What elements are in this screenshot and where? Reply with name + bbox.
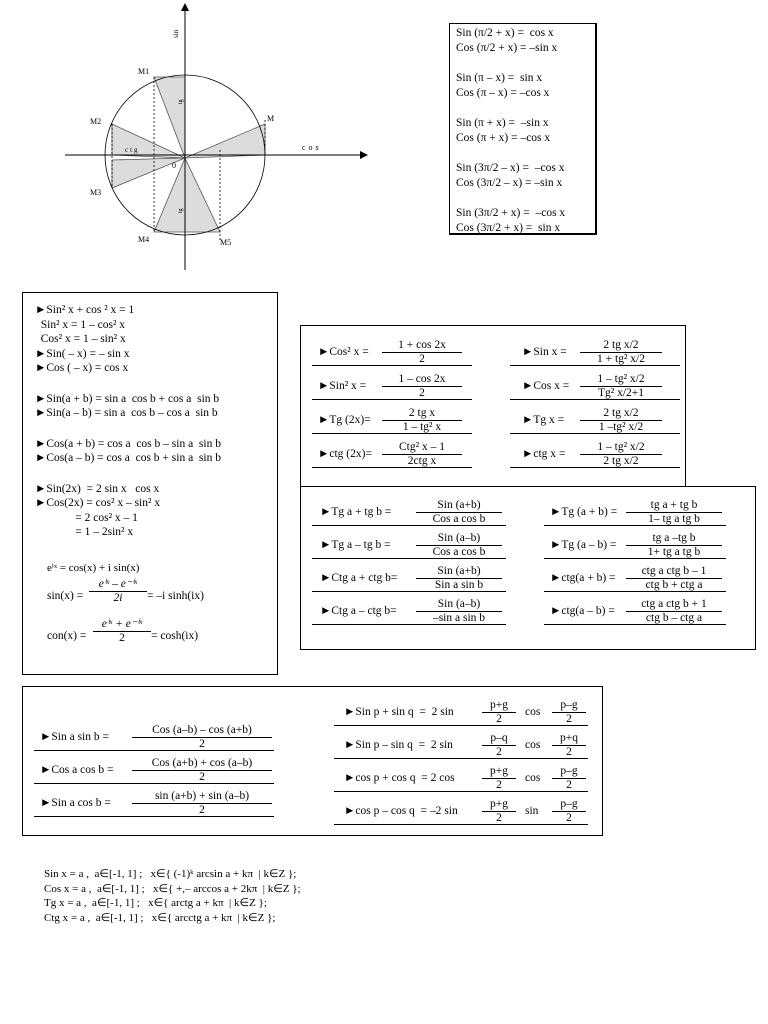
sumprod-fraction-2-denominator: 2 [566, 713, 572, 725]
reduction-line [456, 100, 595, 116]
half-fraction [580, 373, 662, 400]
square-fraction-numerator: 1 + cos 2x [382, 339, 462, 353]
unit-circle-diagram [60, 0, 380, 275]
sumprod-fraction-2-numerator: p–g [552, 699, 586, 713]
reduction-line [456, 190, 595, 206]
sumprod-fraction-1-numerator: p+g [482, 798, 516, 812]
identity-line: Sin² x = 1 – cos² x [35, 318, 126, 331]
half-underline [510, 433, 680, 434]
identity-line: = 1 – 2sin² x [35, 526, 134, 538]
reduction-line [456, 55, 595, 71]
half-fraction-numerator: 1 – tg² x/2 [580, 441, 662, 455]
identity-line: Cos² x = 1 – sin² x [35, 333, 126, 345]
euler-con-label: con(x) = [47, 630, 87, 642]
euler-sin-rhs: = –i sinh(ix) [147, 590, 204, 602]
tgadd-fraction-numerator: ctg a ctg b + 1 [626, 598, 722, 612]
euler-sin-fraction [89, 578, 147, 605]
sumprod-underline [334, 758, 588, 759]
sumprod-underline [334, 725, 588, 726]
tgadd-fraction [626, 565, 722, 592]
equation-line: Ctg x = a , a∈[-1, 1] ; x∈{ arcctg a + kπ | k∈Z }; [44, 911, 276, 924]
product-fraction-numerator: Cos (a+b) + cos (a–b) [132, 757, 272, 771]
product-fraction-denominator: 2 [199, 804, 205, 816]
square-fraction [382, 441, 462, 468]
axis-label-sin: sin [172, 29, 180, 38]
label-m5: M5 [220, 238, 232, 247]
square-lhs: ►Cos² x = [318, 346, 369, 358]
sumprod-fraction-2-denominator: 2 [566, 779, 572, 791]
tgsum-lhs: ►Tg a – tg b = [320, 539, 391, 551]
tgsum-lhs: ►Ctg a + ctg b= [320, 572, 398, 584]
product-underline [34, 816, 274, 817]
tgsum-fraction-numerator: Sin (a+b) [416, 499, 502, 513]
half-lhs: ►Cos x = [522, 380, 570, 392]
tgsum-fraction-denominator: –sin a sin b [432, 612, 486, 624]
tgadd-fraction [626, 598, 722, 625]
half-fraction-denominator: Tg² x/2+1 [597, 387, 645, 399]
half-fraction [580, 407, 662, 434]
tgadd-underline [544, 624, 726, 625]
tgadd-fraction-denominator: ctg b + ctg a [645, 579, 703, 591]
half-fraction [580, 441, 662, 468]
half-underline [510, 399, 680, 400]
equation-line: Cos x = a , a∈[-1, 1] ; x∈{ +,– arccos a + 2kπ | k∈Z }; [44, 882, 301, 895]
sumprod-fraction-2 [552, 699, 586, 726]
label-tg-bottom: tg [178, 208, 184, 213]
product-underline [34, 750, 274, 751]
tgsum-underline [312, 591, 506, 592]
equations-block [44, 867, 301, 925]
product-underline [34, 783, 274, 784]
sumprod-fraction-1-denominator: 2 [496, 713, 502, 725]
half-lhs: ►Tg x = [522, 414, 565, 426]
sumprod-fraction-2 [552, 732, 586, 759]
identity-line: ►Sin² x + cos ² x = 1 [35, 304, 135, 316]
axis-label-cos: cos [302, 143, 322, 152]
reduction-formulas-box [449, 23, 597, 235]
square-fraction-numerator: Ctg² x – 1 [382, 441, 462, 455]
identity-line: ►Cos(a + b) = cos a cos b – sin a sin b [35, 437, 221, 450]
half-underline [510, 467, 680, 468]
product-fraction-denominator: 2 [199, 771, 205, 783]
euler-formula: eⁱˣ = cos(x) + i sin(x) [47, 562, 140, 574]
euler-con-den: 2 [119, 632, 125, 644]
half-fraction-denominator: 1 –tg² x/2 [598, 421, 644, 433]
tgadd-fraction-denominator: 1– tg a tg b [648, 513, 700, 525]
reduction-line: Sin (π + x) = –sin x [456, 117, 549, 129]
sumprod-fraction-1-numerator: p–q [482, 732, 516, 746]
sumprod-fraction-1-denominator: 2 [496, 779, 502, 791]
label-ctg: ctg [125, 146, 140, 154]
identity-line: ►Cos(2x) = cos² x – sin² x [35, 497, 161, 509]
tgadd-lhs: ►Tg (a – b) = [550, 539, 617, 551]
product-fraction-denominator: 2 [199, 738, 205, 750]
sumprod-underline [334, 824, 588, 825]
sumprod-fraction-2-numerator: p+q [552, 732, 586, 746]
sumprod-lhs: ►cos p – cos q = –2 sin [344, 805, 458, 817]
square-lhs: ►Tg (2x)= [318, 414, 371, 426]
square-underline [312, 467, 472, 468]
reduction-line: Sin (π/2 + x) = cos x [456, 27, 554, 39]
sumprod-mid: sin [525, 805, 539, 817]
identity-line [35, 466, 277, 482]
square-fraction [382, 407, 462, 434]
tgadd-fraction-numerator: tg a + tg b [626, 499, 722, 513]
tgadd-underline [544, 525, 726, 526]
tgsum-fraction [416, 499, 502, 526]
identities-box [22, 292, 278, 675]
square-underline [312, 399, 472, 400]
tgadd-underline [544, 591, 726, 592]
euler-sin-num: eⁱˣ – e⁻ⁱˣ [89, 578, 147, 592]
reduction-line [456, 145, 595, 161]
tgsum-fraction [416, 598, 502, 625]
identity-line: ►Sin( – x) = – sin x [35, 347, 130, 360]
sumprod-lhs: ►cos p + cos q = 2 cos [344, 772, 455, 784]
sumprod-mid: cos [525, 706, 541, 718]
product-lhs: ►Cos a cos b = [40, 764, 114, 776]
reduction-line: Cos (π/2 + x) = –sin x [456, 41, 558, 54]
tgsum-fraction-numerator: Sin (a+b) [416, 565, 502, 579]
half-fraction-denominator: 2 tg x/2 [603, 455, 639, 467]
square-fraction-numerator: 1 – cos 2x [382, 373, 462, 387]
tgsum-lhs: ►Tg a + tg b = [320, 506, 392, 518]
label-m: M [267, 114, 275, 123]
euler-con-rhs: = cosh(ix) [151, 630, 199, 642]
sumprod-fraction-1 [482, 798, 516, 825]
x-axis-arrow [360, 151, 368, 159]
half-fraction [580, 339, 662, 366]
sumprod-fraction-1-denominator: 2 [496, 746, 502, 758]
sumprod-fraction-2 [552, 765, 586, 792]
sumprod-fraction-2-denominator: 2 [566, 812, 572, 824]
square-underline [312, 365, 472, 366]
tgadd-fraction [626, 532, 722, 559]
reduction-line: Cos (3π/2 + x) = sin x [456, 221, 561, 234]
label-origin: 0 [172, 161, 176, 170]
sumprod-fraction-1-numerator: p+g [482, 765, 516, 779]
sumprod-fraction-2-numerator: p–g [552, 765, 586, 779]
tgsum-underline [312, 525, 506, 526]
label-m3: M3 [90, 188, 102, 197]
square-fraction-denominator: 1 – tg² x [402, 421, 442, 433]
half-fraction-numerator: 2 tg x/2 [580, 407, 662, 421]
half-fraction-denominator: 1 + tg² x/2 [597, 353, 645, 365]
square-lhs: ►Sin² x = [318, 380, 367, 392]
tgsum-fraction-numerator: Sin (a–b) [416, 532, 502, 546]
tgsum-fraction [416, 532, 502, 559]
half-lhs: ►Sin x = [522, 346, 567, 358]
product-lhs: ►Sin a cos b = [40, 797, 111, 809]
tgadd-underline [544, 558, 726, 559]
label-m1: M1 [138, 67, 150, 76]
reduction-line: Sin (π – x) = sin x [456, 72, 543, 84]
square-fraction [382, 373, 462, 400]
identity-line [35, 421, 277, 437]
tgadd-lhs: ►ctg(a – b) = [550, 605, 615, 617]
reduction-line: Sin (3π/2 – x) = –cos x [456, 162, 565, 174]
product-fraction [132, 757, 272, 784]
tgadd-lhs: ►ctg(a + b) = [550, 572, 616, 584]
tgsum-lhs: ►Ctg a – ctg b= [320, 605, 397, 617]
tgadd-lhs: ►Tg (a + b) = [550, 506, 618, 518]
identity-line: ►Sin(a + b) = sin a cos b + cos a sin b [35, 392, 220, 405]
triangle-m [185, 124, 265, 158]
reduction-line: Sin (3π/2 + x) = –cos x [456, 207, 566, 219]
label-m4: M4 [138, 235, 150, 244]
tgsum-underline [312, 558, 506, 559]
product-lhs: ►Sin a sin b = [40, 731, 109, 743]
sumprod-fraction-1 [482, 765, 516, 792]
euler-sin-label: sin(x) = [47, 590, 84, 602]
half-fraction-numerator: 2 tg x/2 [580, 339, 662, 353]
triangle-m5 [185, 158, 220, 232]
identity-line: ►Sin(2x) = 2 sin x cos x [35, 482, 160, 495]
tgsum-underline [312, 624, 506, 625]
equation-line: Tg x = a , a∈[-1, 1] ; x∈{ arctg a + kπ | k∈Z }; [44, 897, 267, 909]
tgsum-fraction-denominator: Cos a cos b [432, 513, 486, 525]
euler-con-num: eⁱˣ + e⁻ⁱˣ [93, 618, 151, 632]
product-fraction-numerator: sin (a+b) + sin (a–b) [132, 790, 272, 804]
identity-line [35, 376, 277, 392]
square-underline [312, 433, 472, 434]
label-tg-top: tg [178, 99, 184, 104]
euler-con-fraction [93, 618, 151, 645]
sumprod-fraction-2-denominator: 2 [566, 746, 572, 758]
tgsum-fraction-denominator: Cos a cos b [432, 546, 486, 558]
product-fraction [132, 790, 272, 817]
square-fraction-numerator: 2 tg x [382, 407, 462, 421]
label-m2: M2 [90, 117, 102, 126]
identity-line: = 2 cos² x – 1 [35, 511, 138, 524]
identity-line: ►Cos(a – b) = cos a cos b + sin a sin b [35, 452, 221, 464]
tgsum-fraction-numerator: Sin (a–b) [416, 598, 502, 612]
sumprod-lhs: ►Sin p + sin q = 2 sin [344, 706, 454, 718]
square-fraction-denominator: 2ctg x [407, 455, 437, 467]
tgadd-fraction-numerator: tg a –tg b [626, 532, 722, 546]
euler-sin-den: 2i [113, 592, 123, 604]
sumprod-underline [334, 791, 588, 792]
tgadd-fraction-numerator: ctg a ctg b – 1 [626, 565, 722, 579]
sumprod-fraction-1 [482, 699, 516, 726]
product-fraction [132, 724, 272, 751]
tgadd-fraction-denominator: ctg b – ctg a [645, 612, 703, 624]
sumprod-lhs: ►Sin p – sin q = 2 sin [344, 739, 453, 751]
square-fraction-denominator: 2 [419, 387, 425, 399]
square-lhs: ►ctg (2x)= [318, 448, 372, 460]
sumprod-fraction-2-numerator: p–g [552, 798, 586, 812]
sumprod-fraction-1-numerator: p+g [482, 699, 516, 713]
tgsum-fraction-denominator: Sin a sin b [434, 579, 484, 591]
sumprod-fraction-1 [482, 732, 516, 759]
sumprod-fraction-1-denominator: 2 [496, 812, 502, 824]
tgadd-fraction-denominator: 1+ tg a tg b [647, 546, 701, 558]
identity-line: ►Cos ( – x) = cos x [35, 362, 129, 374]
equation-line: Sin x = a , a∈[-1, 1] ; x∈{ (-1)ᵏ arcsin a + kπ | k∈Z }; [44, 868, 297, 880]
tgadd-fraction [626, 499, 722, 526]
half-lhs: ►ctg x = [522, 448, 566, 460]
identity-line: ►Sin(a – b) = sin a cos b – cos a sin b [35, 407, 218, 419]
sumprod-mid: cos [525, 772, 541, 784]
reduction-line: Cos (π + x) = –cos x [456, 131, 551, 144]
reduction-line: Cos (3π/2 – x) = –sin x [456, 176, 563, 189]
square-fraction [382, 339, 462, 366]
y-axis-arrow [181, 3, 189, 11]
sumprod-mid: cos [525, 739, 541, 751]
half-fraction-numerator: 1 – tg² x/2 [580, 373, 662, 387]
half-underline [510, 365, 680, 366]
tgsum-fraction [416, 565, 502, 592]
square-fraction-denominator: 2 [419, 353, 425, 365]
reduction-line: Cos (π – x) = –cos x [456, 86, 550, 99]
sumprod-fraction-2 [552, 798, 586, 825]
product-fraction-numerator: Cos (a–b) – cos (a+b) [132, 724, 272, 738]
